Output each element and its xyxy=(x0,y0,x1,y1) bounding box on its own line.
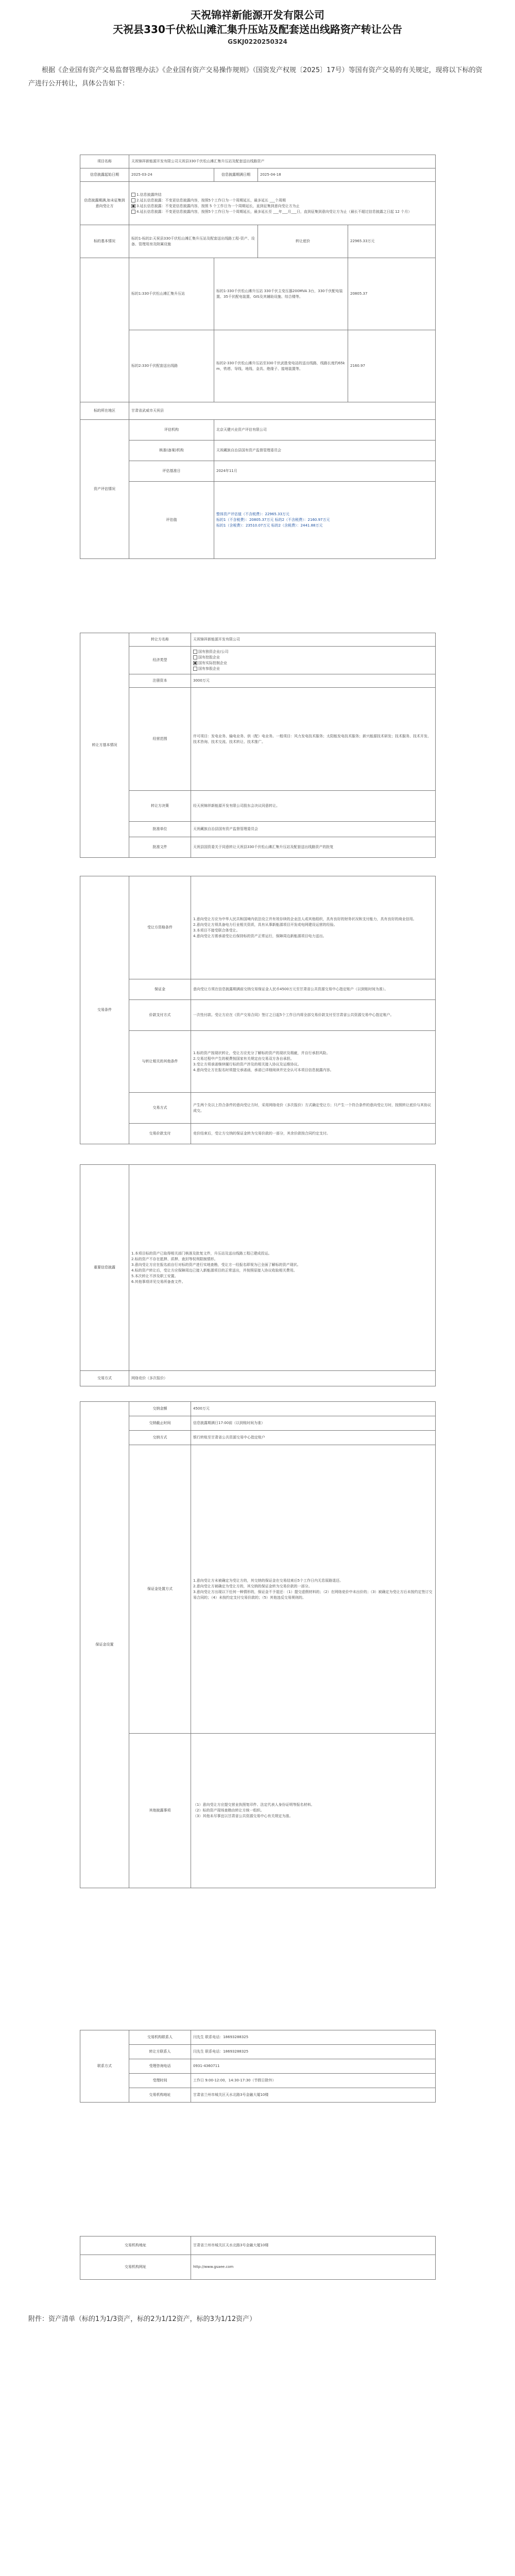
other: （1）意向受让方应提交营业执照复印件、法定代表人身份证明等报名材料。 （2）标的资产现场查勘由转让方统一组织。 （3）其他未尽事宜以甘肃省公共资源交易中心有关规定为准。 xyxy=(191,1734,436,1888)
label-appraisal-no: 核准(备案)机构 xyxy=(129,440,214,461)
label-cond: 保证金 xyxy=(129,979,191,1000)
label-start-date: 信息披露起始日期 xyxy=(80,168,129,182)
label-appraisal-date: 评估基准日 xyxy=(129,461,214,482)
doc-title-line2: 天祝县330千伏松山滩汇集升压站及配套送出线路资产转让公告 xyxy=(113,23,402,36)
guarantee-rule: 1.意向受让方未被确定为受让方的，其交纳的保证金在交易结束后5个工作日内无息原路退还。 2.意向受让方被确定为受让方的，其交纳的保证金转为交易价款的一部分。 3.意向受让方出现以下任何一种情形的，保证金不予退还：（1）提交虚假材料的；（2）在网络竞价中未出价的；（3）被确定为受让方后未按约定签订交易合同的；（4）未按约定支付交易价款的；（5）其他违反交易规则的。 xyxy=(191,1445,436,1734)
label-other: 其他披露事项 xyxy=(129,1734,191,1888)
cond-text: 1.意向受让方应为中华人民共和国境内依法设立并有效存续的企业法人或其他组织，具有良好的财务状况和支付能力，具有良好的商业信用。 2.意向受让方须具备电力行业相关资质，具有从事新能源项目开发或电网建设运营的经验。 3.本项目不接受联合体受让。 4.意向受让方需承诺受让后保持标的资产正常运行，保障周边新能源项目电力送出。 xyxy=(191,876,436,979)
extend-option: 4.延长信息披露：不变更信息披露内容，按照5个工作日为一个周期延长，最多延长至 ___年___月___日，直到征集到意向受让方为止（最长不超过信息披露之日起 12 个月） xyxy=(136,209,412,214)
appraisal-org: 北京天健兴业资产评估有限公司 xyxy=(214,420,436,440)
label-org-contact: 交易机构联系人 xyxy=(129,2030,191,2045)
checkbox-icon xyxy=(131,210,135,214)
seller-type-options xyxy=(191,647,436,674)
start-date: 2025-03-24 xyxy=(129,168,214,182)
appraisal-no: 天祝藏族自治县国有资产监督管理委员会 xyxy=(214,440,436,461)
cond-text: 一次性付款。受让方应在《资产交易合同》签订之日起5个工作日内将全部交易价款支付至甘肃省公共资源交易中心指定账户。 xyxy=(191,1000,436,1031)
checkbox-icon xyxy=(131,193,135,197)
basic-name: 标的1-标的2:天祝县330千伏松山滩汇集升压站及配套送出线路工程-资产、设备、管理用房及附属设施 xyxy=(129,225,258,258)
checkbox-icon xyxy=(193,650,197,654)
doc-title-line1: 天祝锦祥新能源开发有限公司 xyxy=(191,9,324,21)
type-option: 国有独资企业/公司 xyxy=(198,649,229,654)
label-cond: 受让方资格条件 xyxy=(129,876,191,979)
extend-options xyxy=(129,182,436,225)
label-guarantee-amount: 交纳金额 xyxy=(129,1402,191,1416)
guarantee-method: 银行转账至甘肃省公共资源交易中心指定账户 xyxy=(191,1431,436,1445)
institution-table xyxy=(80,2236,436,2280)
label-contact: 联系方式 xyxy=(80,2030,129,2103)
seller-name: 天祝锦祥新能源开发有限公司 xyxy=(191,633,436,647)
label-phone: 受理咨询电话 xyxy=(129,2059,191,2074)
contact-table xyxy=(80,2030,436,2103)
label-location: 标的所在地区 xyxy=(80,402,129,420)
item-price: 2160.97 xyxy=(348,330,436,402)
seller-contact: 闫先生 联系电话：18693288325 xyxy=(191,2045,436,2059)
conditions-table xyxy=(80,876,436,1144)
label-cond: 与转让相关的其他条件 xyxy=(129,1031,191,1093)
inst-web[interactable]: http://www.gsaee.com xyxy=(191,2255,436,2280)
label-items xyxy=(80,258,129,402)
type-option: 国有参股企业 xyxy=(198,666,220,671)
item-price: 20805.37 xyxy=(348,258,436,330)
guarantee-table xyxy=(80,1401,436,1888)
label-appraisal: 资产评估情况 xyxy=(80,420,129,559)
notice-text: 1.本项目标的资产已取得相关部门核准及批复文件，升压站及送出线路工程已建成投运。 2.标的资产不存在抵押、质押、查封等权利限制情形。 3.意向受让方应在报名前自行对标的资产进行实地查勘，受让方一经报名即视为已全面了解标的资产现状。 4.标的资产转让后，受让方应保障周边已接入新能源项目的正常送出，并按照原接入协议收取相关费用。 5.本次转让不涉及职工安置。 6.其他事项详见交易所备查文件。 xyxy=(129,1165,436,1371)
label-method: 交易方式 xyxy=(80,1371,129,1386)
cond-text: 竞价结束后，受让方交纳的保证金转为交易价款的一部分，其余价款按合同约定支付。 xyxy=(191,1124,436,1144)
label-guarantee: 保证金设置 xyxy=(80,1402,129,1888)
addr: 甘肃省兰州市城关区天水北路3号金融大厦10楼 xyxy=(191,2088,436,2103)
doc-intro: 根据《企业国有资产交易监督管理办法》《企业国有资产交易操作规则》（国资发产权规〔2025〕17号）等国有资产交易的有关规定，现将以下标的资产进行公开转让，具体公告如下： xyxy=(28,66,483,88)
time: 工作日 9:00-12:00，14:30-17:30（节假日除外） xyxy=(191,2074,436,2088)
label-guarantee-method: 交纳方式 xyxy=(129,1431,191,1445)
label-time: 受理时间 xyxy=(129,2074,191,2088)
label-appraisal-values: 评估值 xyxy=(129,482,214,559)
doc-code: GSKJ0220250324 xyxy=(228,38,287,45)
label-approval-type: 批准文件 xyxy=(129,837,191,858)
cond-text: 1.标的资产按现状转让，受让方应充分了解标的资产的现状及瑕疵，并自行承担风险。 2.交易过程中产生的税费按国家有关规定由交易双方各自承担。 3.受让方须承诺继续履行标的资产涉及的相关接入协议及运维协议。 4.意向受让方在报名时须提交承诺函，承诺已详细阅读并完全认可本项目信息披露内容。 xyxy=(191,1031,436,1093)
label-basic: 标的基本情况 xyxy=(80,225,129,258)
extend-option: 2.延长信息披露：不变更信息披露内容，按照5个工作日为一个周期延长，最多延长 ___个周期 xyxy=(136,198,286,202)
extend-option: 3.延长信息披露：不变更信息披露内容，按照 5 个工作日为一个周期延长，直到征集到意向受让方为止 xyxy=(136,204,300,208)
method: 网络竞价（多次报价） xyxy=(129,1371,436,1386)
guarantee-amount: 4500万元 xyxy=(191,1402,436,1416)
checkbox-icon xyxy=(131,198,135,202)
approval: 天祝藏族自治县国有资产监督管理委员会 xyxy=(191,822,436,837)
location: 甘肃省武威市天祝县 xyxy=(129,402,436,420)
label-cond: 价款支付方式 xyxy=(129,1000,191,1031)
type-option: 国有控股企业 xyxy=(198,655,220,659)
notice-table xyxy=(80,1164,436,1386)
end-date: 2025-04-18 xyxy=(258,168,436,182)
checkbox-checked-icon xyxy=(193,661,197,665)
label-extend: 信息披露期满,如未征集到意向受让方 xyxy=(80,182,129,225)
item-desc: 标的1-330千伏松山滩升压站 330千伏主变压器200MVA 3台，330千伏配电装置、35千伏配电装置、GIS及其辅助设施、综合楼等。 xyxy=(214,258,348,330)
appraisal-values xyxy=(214,482,436,559)
project-name: 天祝锦祥新能源开发有限公司天祝县330千伏松山滩汇集升压站及配套送出线路资产 xyxy=(129,155,436,168)
type-option: 国有实际控制企业 xyxy=(198,660,227,665)
label-approval: 批准单位 xyxy=(129,822,191,837)
biz: 许可项目：发电业务、输电业务、供（配）电业务。一般项目：风力发电技术服务；太阳能发电技术服务；新兴能源技术研发；技术服务、技术开发、技术咨询、技术交流、技术转让、技术推广。 xyxy=(191,688,436,791)
guarantee-deadline: 信息披露期满日17:00前（以到账时间为准） xyxy=(191,1416,436,1431)
cap: 3000万元 xyxy=(191,674,436,688)
phone: 0931-4360711 xyxy=(191,2059,436,2074)
inst-addr: 甘肃省兰州市城关区天水北路3号金融大厦10楼 xyxy=(191,2236,436,2255)
label-guarantee-rule: 保证金处置方式 xyxy=(129,1445,191,1734)
label-notice: 重要信息披露 xyxy=(80,1165,129,1371)
label-biz: 经营范围 xyxy=(129,688,191,791)
label-addr: 交易机构地址 xyxy=(129,2088,191,2103)
label-conditions: 交易条件 xyxy=(80,876,129,1144)
appraisal-value: 标的1（含税费）：23510.07万元 标的2（含税费）：2441.88万元 xyxy=(216,523,323,528)
appraisal-value: 标的1（不含税费）：20805.37万元 标的2（不含税费）：2160.97万元 xyxy=(216,518,330,522)
label-decision: 转让方决策 xyxy=(129,791,191,822)
label-appraisal-org: 评估机构 xyxy=(129,420,214,440)
approval-doc: 天祝县国资委关于同意转让天祝县330千伏松山滩汇集升压站及配套送出线路资产的批复 xyxy=(191,837,436,858)
org-contact: 闫先生 联系电话：18693288325 xyxy=(191,2030,436,2045)
item-desc: 标的2-330千伏松山滩升压站至330千伏武胜变电站的送出线路，线路长度约65km，铁塔、导线、地线、金具、绝缘子、接地装置等。 xyxy=(214,330,348,402)
label-cap: 注册资本 xyxy=(129,674,191,688)
label-seller: 转让方基本情况 xyxy=(80,633,129,858)
label-inst-web: 交易机构网址 xyxy=(80,2255,191,2280)
checkbox-icon xyxy=(193,655,197,659)
footer-note: 附件：资产清单（标的1为1/3资产，标的2为1/12资产，标的3为1/12资产） xyxy=(28,2315,256,2323)
label-end-date: 信息披露期满日期 xyxy=(214,168,258,182)
checkbox-icon xyxy=(193,667,197,671)
label-basic-qty: 转让底价 xyxy=(258,225,348,258)
item-name: 标的1:330千伏松山滩汇集升压站 xyxy=(129,258,214,330)
cond-text: 意向受让方须在信息披露期满前交纳交易保证金人民币4500万元至甘肃省公共资源交易中心指定账户（以到账时间为准）。 xyxy=(191,979,436,1000)
label-seller-contact: 转让方联系人 xyxy=(129,2045,191,2059)
extend-option: 1.信息披露终结 xyxy=(136,192,162,197)
label-cond: 交易方式 xyxy=(129,1093,191,1124)
decision: 经天祝锦祥新能源开发有限公司股东会决议同意转让。 xyxy=(191,791,436,822)
label-seller-name: 转让方名称 xyxy=(129,633,191,647)
appraisal-date: 2024年11月 xyxy=(214,461,436,482)
label-inst-addr: 交易机构地址 xyxy=(80,2236,191,2255)
cond-text: 产生两个及以上符合条件的意向受让方时，采用网络竞价（多次报价）方式确定受让方；只产生一个符合条件的意向受让方时，按照转让底价与其协议成交。 xyxy=(191,1093,436,1124)
item-name: 标的2:330千伏配套送出线路 xyxy=(129,330,214,402)
seller-info-table xyxy=(80,633,436,858)
checkbox-checked-icon xyxy=(131,204,135,208)
basic-qty: 22965.33万元 xyxy=(348,225,436,258)
appraisal-value: 整体资产评估值（不含税费）：22965.33万元 xyxy=(216,512,289,516)
label-cond: 交易价款支付 xyxy=(129,1124,191,1144)
label-guarantee-deadline: 交纳截止时间 xyxy=(129,1416,191,1431)
project-info-table xyxy=(80,155,436,559)
label-project-name: 项目名称 xyxy=(80,155,129,168)
label-seller-type: 经济类型 xyxy=(129,647,191,674)
